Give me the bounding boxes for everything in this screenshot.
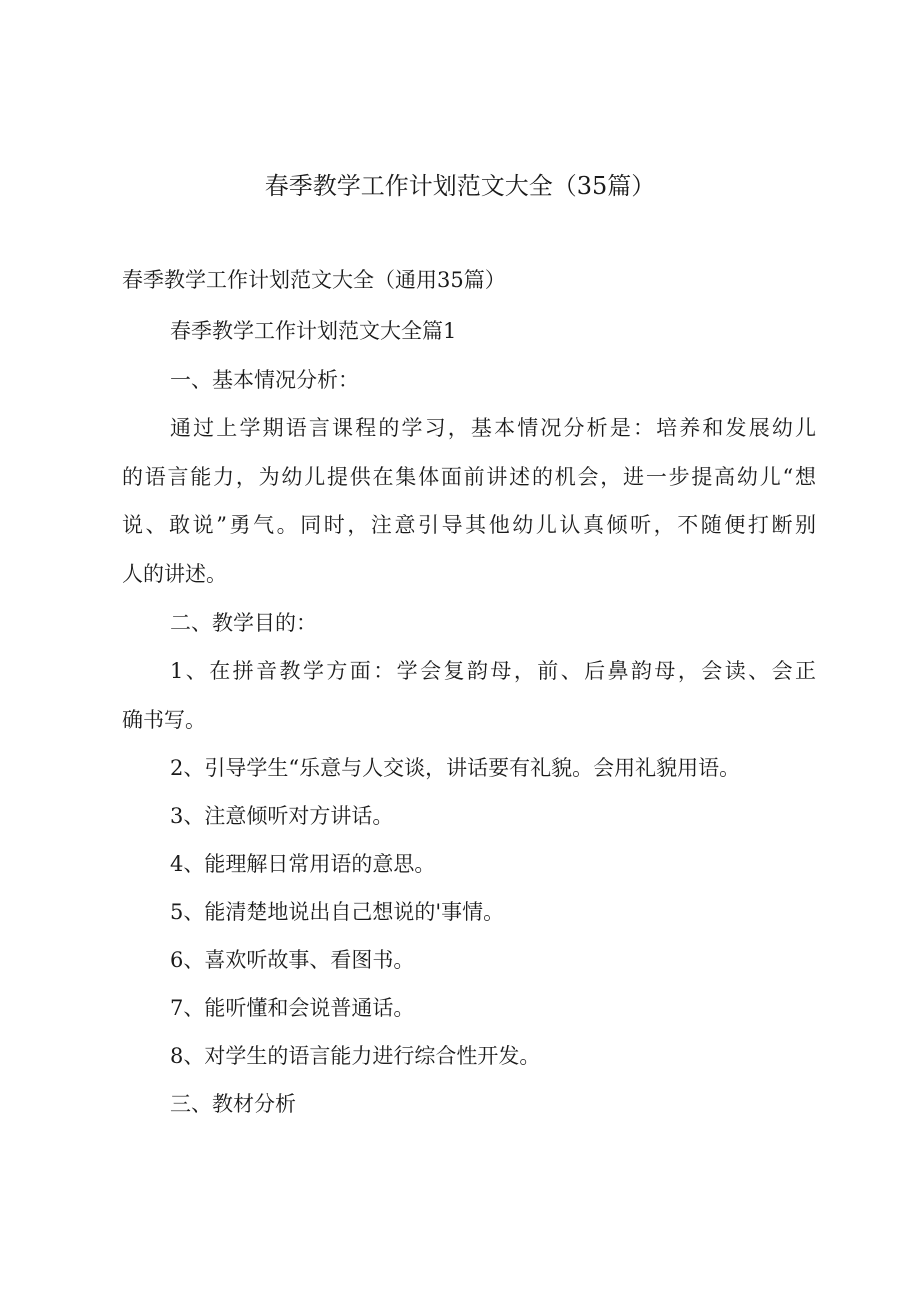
goal-item: 6、喜欢听故事、看图书。	[170, 948, 415, 972]
part2-heading: 二、教学目的：	[170, 611, 317, 635]
document-subtitle: 春季教学工作计划范文大全（通用35篇）	[122, 268, 506, 292]
goal-item: 4、能理解日常用语的意思。	[170, 852, 436, 876]
goal-item-continued: 确书写。	[122, 708, 206, 732]
part1-heading: 一、基本情况分析：	[170, 368, 359, 392]
section-heading: 春季教学工作计划范文大全篇1	[170, 319, 457, 343]
goal-item: 7、能听懂和会说普通话。	[170, 996, 415, 1020]
part3-heading: 三、教材分析	[170, 1092, 296, 1116]
paragraph-line: 通过上学期语言课程的学习，基本情况分析是：培养和发展幼儿	[170, 416, 816, 440]
paragraph-line: 人的讲述。	[122, 562, 227, 586]
paragraph-line: 说、敢说”勇气。同时，注意引导其他幼儿认真倾听，不随便打断别	[122, 513, 816, 537]
paragraph-line: 的语言能力，为幼儿提供在集体面前讲述的机会，进一步提高幼儿“想	[122, 465, 816, 489]
document-title: 春季教学工作计划范文大全（35篇）	[264, 172, 656, 200]
goal-item: 1、在拼音教学方面：学会复韵母，前、后鼻韵母，会读、会正	[170, 659, 816, 683]
goal-item: 2、引导学生“乐意与人交谈，讲话要有礼貌。会用礼貌用语。	[170, 756, 741, 780]
goal-item: 3、注意倾听对方讲话。	[170, 804, 394, 828]
goal-item: 8、对学生的语言能力进行综合性开发。	[170, 1044, 541, 1068]
goal-item: 5、能清楚地说出自己想说的'事情。	[170, 900, 505, 924]
